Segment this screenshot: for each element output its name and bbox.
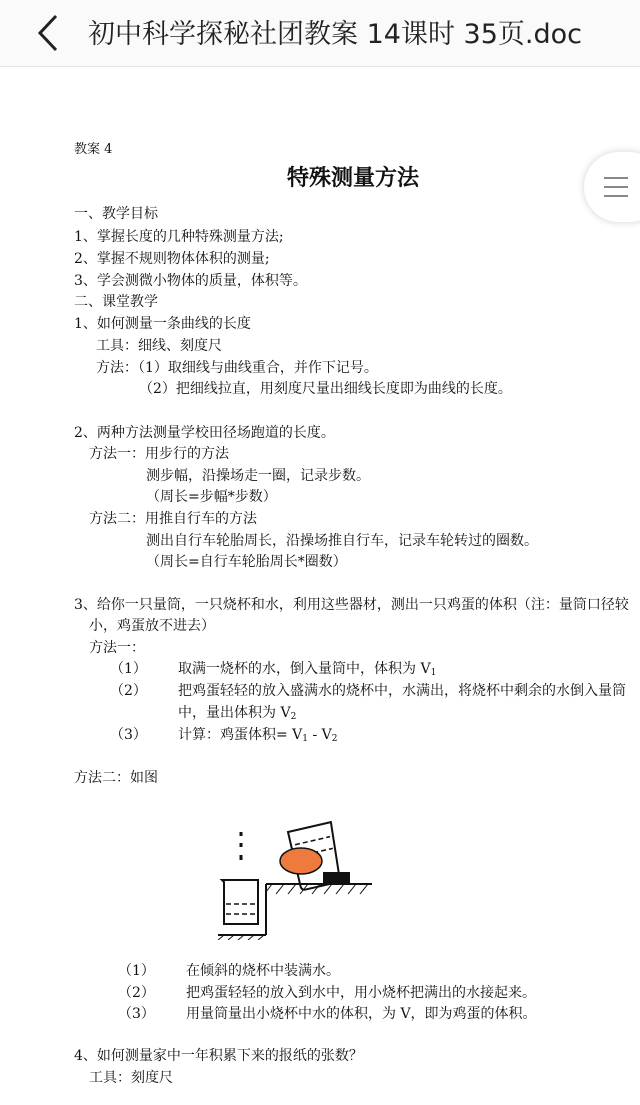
step-number: （3） [110, 727, 147, 743]
step-number: （2） [110, 683, 147, 699]
paragraph-line: 3、给你一只量筒，一只烧杯和水，利用这些器材，测出一只鸡蛋的体积（注：量筒口径较 [74, 597, 629, 613]
document-title: 初中科学探秘社团教案 14课时 35页.doc [88, 19, 582, 50]
paragraph-line: 测出自行车轮胎周长，沿操场推自行车，记录车轮转过的圈数。 [146, 533, 538, 549]
paragraph-line: 方法一：用步行的方法 [89, 446, 229, 462]
paragraph-line: （周长=步幅*步数） [146, 489, 277, 505]
subscript: 2 [290, 712, 297, 722]
menu-icon-line [604, 195, 628, 197]
step-number: （1） [110, 661, 147, 677]
step-number: （2） [118, 985, 155, 1001]
paragraph-line [178, 660, 436, 682]
step-text: 取满一烧杯的水，倒入量筒中，体积为 V [178, 661, 431, 677]
paragraph-line: 用量筒量出小烧杯中水的体积，为 V，即为鸡蛋的体积。 [186, 1006, 537, 1022]
paragraph-line: 3、学会测微小物体的质量，体积等。 [74, 273, 307, 289]
paragraph-line: 在倾斜的烧杯中装满水。 [186, 963, 340, 979]
step-text: - V [308, 727, 332, 743]
document-heading: 特殊测量方法 [287, 166, 420, 191]
lesson-number: 教案 4 [74, 142, 113, 157]
paragraph-line: 小，鸡蛋放不进去） [89, 618, 215, 634]
paragraph-line: 方法：（1）取细线与曲线重合，并作下记号。 [96, 360, 378, 376]
back-button[interactable] [28, 10, 74, 56]
subscript: 1 [430, 668, 437, 678]
chevron-left-icon [28, 10, 74, 56]
paragraph-line: 方法二：用推自行车的方法 [89, 511, 257, 527]
paragraph-line: 方法一： [89, 640, 145, 656]
top-app-bar [0, 0, 640, 67]
paragraph-line: 方法二：如图 [74, 770, 158, 786]
paragraph-line: 1、如何测量一条曲线的长度 [74, 316, 251, 332]
paragraph-line: 工具：细线、刻度尺 [96, 338, 222, 354]
step-text: 计算：鸡蛋体积= V [178, 727, 303, 743]
paragraph-line: 2、掌握不规则物体体积的测量; [74, 251, 270, 267]
paragraph-line [178, 726, 338, 748]
paragraph-line: （2）把细线拉直，用刻度尺量出细线长度即为曲线的长度。 [139, 381, 512, 397]
menu-icon-line [604, 186, 628, 188]
experiment-diagram [214, 800, 374, 940]
menu-icon [604, 177, 628, 179]
paragraph-line: 1、掌握长度的几种特殊测量方法; [74, 229, 284, 245]
step-text: 中，量出体积为 V [178, 705, 291, 721]
section-heading: 二、课堂教学 [74, 294, 158, 310]
step-number: （3） [118, 1006, 155, 1022]
paragraph-line: （周长=自行车轮胎周长*圈数） [146, 554, 347, 570]
paragraph-line: 把鸡蛋轻轻的放入到水中，用小烧杯把满出的水接起来。 [186, 985, 536, 1001]
paragraph-line: 4、如何测量家中一年积累下来的报纸的张数？ [74, 1048, 363, 1064]
paragraph-line: 工具：刻度尺 [89, 1070, 173, 1086]
subscript: 1 [302, 734, 309, 744]
document-page[interactable] [0, 67, 640, 1105]
section-heading: 一、教学目标 [74, 206, 158, 222]
paragraph-line: 2、两种方法测量学校田径场跑道的长度。 [74, 425, 335, 441]
paragraph-line: 把鸡蛋轻轻的放入盛满水的烧杯中，水满出，将烧杯中剩余的水倒入量筒 [178, 683, 626, 699]
subscript: 2 [331, 734, 338, 744]
paragraph-line: 测步幅，沿操场走一圈，记录步数。 [146, 468, 370, 484]
paragraph-line [178, 704, 296, 726]
step-number: （1） [118, 963, 155, 979]
